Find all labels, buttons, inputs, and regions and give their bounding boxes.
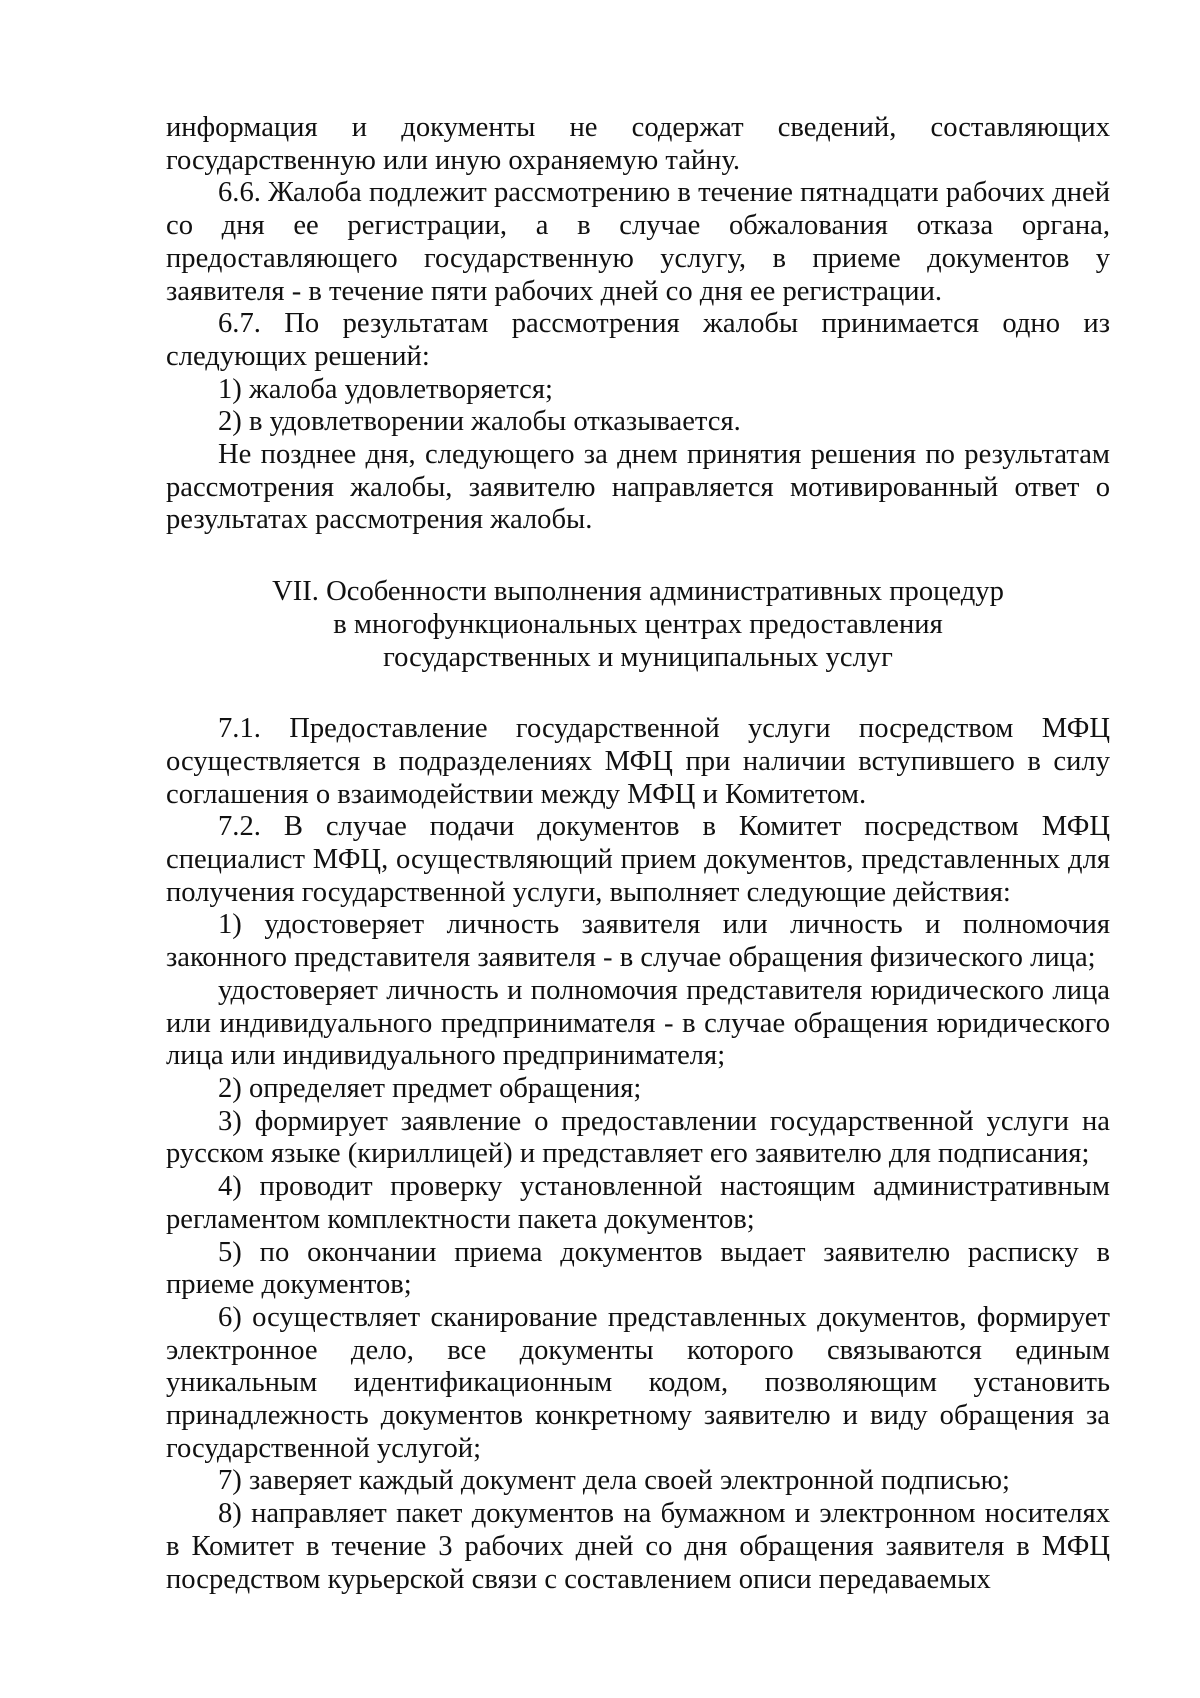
list-item-7-2-7: 7) заверяет каждый документ дела своей электронной подписью; bbox=[218, 1465, 1010, 1497]
list-item-7-2-8: 8) направляет пакет документов на бумажном и электронном носителях в Комитет в течение 3 рабочих дней со дня обращения заявителя в МФЦ посредством курьерской связи с составлением описи передаваемых bbox=[166, 1498, 1110, 1595]
list-item-7-2-4: 4) проводит проверку установленной настоящим административным регламентом комплектности пакета документов; bbox=[166, 1171, 1110, 1235]
list-item-6-7-1: 1) жалоба удовлетворяется; bbox=[218, 373, 553, 405]
paragraph-7-2: 7.2. В случае подачи документов в Комитет посредством МФЦ специалист МФЦ, осуществляющий прием документов, представленных для получения государственной услуги, выполняет следующие действия: bbox=[166, 811, 1110, 908]
list-item-7-2-2: 2) определяет предмет обращения; bbox=[218, 1072, 642, 1104]
paragraph-6-7-answer: Не позднее дня, следующего за днем принятия решения по результатам рассмотрения жалобы, заявителю направляется мотивированный ответ о результатах рассмотрения жалобы. bbox=[166, 439, 1110, 536]
section-heading-line-1: VII. Особенности выполнения административных процедур bbox=[272, 576, 1004, 608]
paragraph-6-7: 6.7. По результатам рассмотрения жалобы принимается одно из следующих решений: bbox=[166, 308, 1110, 372]
section-heading-line-3: государственных и муниципальных услуг bbox=[383, 641, 893, 673]
list-item-7-2-3: 3) формирует заявление о предоставлении государственной услуги на русском языке (кириллицей) и представляет его заявителю для подписания; bbox=[166, 1105, 1110, 1170]
list-item-7-2-5: 5) по окончании приема документов выдает заявителю расписку в приеме документов; bbox=[166, 1236, 1110, 1301]
list-item-7-2-6: 6) осуществляет сканирование представленных документов, формирует электронное дело, все документы которого связываются единым уникальным идентификационным кодом, позволяющим установить принадлежность документов конкретному заявителю и виду обращения за государственной услугой; bbox=[166, 1301, 1110, 1464]
section-heading-line-2: в многофункциональных центрах предоставления bbox=[333, 608, 943, 640]
list-item-6-7-2: 2) в удовлетворении жалобы отказывается. bbox=[218, 406, 741, 438]
list-item-7-2-1: 1) удостоверяет личность заявителя или личность и полномочия законного представителя заявителя - в случае обращения физического лица; bbox=[166, 909, 1110, 974]
list-item-7-2-1-legal: удостоверяет личность и полномочия представителя юридического лица или индивидуального предпринимателя - в случае обращения юридического лица или индивидуального предпринимателя; bbox=[166, 974, 1110, 1072]
section-heading bbox=[166, 576, 1110, 674]
document-body bbox=[166, 112, 1110, 1596]
paragraph-continuation: информация и документы не содержат сведений, составляющих государственную или иную охраняемую тайну. bbox=[166, 112, 1110, 176]
paragraph-6-6: 6.6. Жалоба подлежит рассмотрению в течение пятнадцати рабочих дней со дня ее регистрации, а в случае обжалования отказа органа, предоставляющего государственную услугу, в приеме документов у заявителя - в течение пяти рабочих дней со дня ее регистрации. bbox=[166, 177, 1110, 307]
paragraph-7-1: 7.1. Предоставление государственной услуги посредством МФЦ осуществляется в подразделениях МФЦ при наличии вступившего в силу соглашения о взаимодействии между МФЦ и Комитетом. bbox=[166, 713, 1110, 810]
